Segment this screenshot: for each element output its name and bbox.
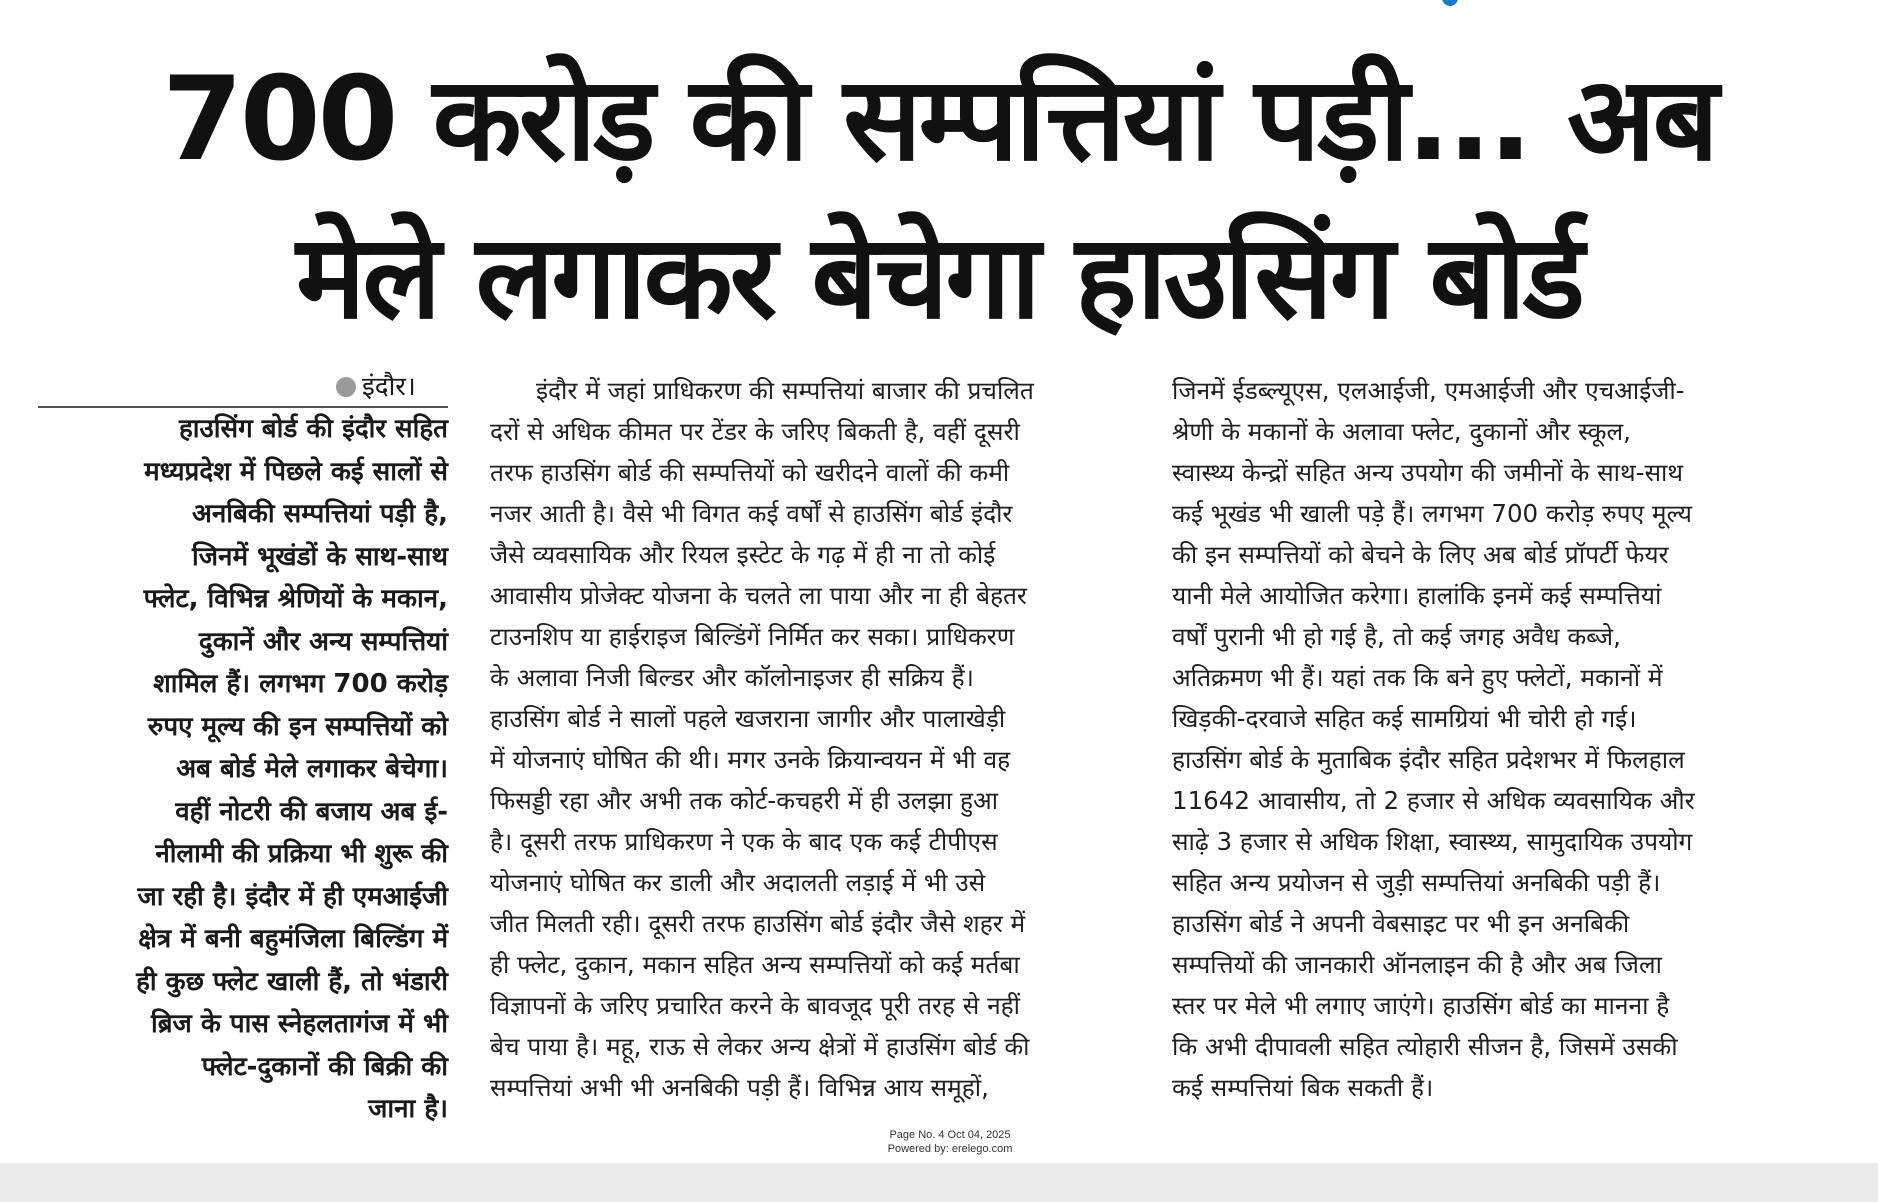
body-line: जीत मिलती रही। दूसरी तरफ हाउसिंग बोर्ड इंदौर जैसे शहर में	[490, 909, 1026, 938]
body-line: फिसड्डी रहा और अभी तक कोर्ट-कचहरी में ही उलझा हुआ	[490, 786, 999, 815]
body-column-2	[1172, 370, 1814, 1108]
intro-line: अनबिकी सम्पत्तियां पड़ी है,	[192, 499, 448, 529]
body-line: नजर आती है। वैसे भी विगत कई वर्षों से हाउसिंग बोर्ड इंदौर	[490, 499, 1013, 528]
page-marker-dot	[1442, 0, 1458, 6]
body-line: वर्षों पुरानी भी हो गई है, तो कई जगह अवैध कब्जे,	[1172, 622, 1621, 651]
intro-line: जाना है।	[368, 1094, 448, 1124]
intro-line: जिनमें भूखंडों के साथ-साथ	[192, 541, 448, 572]
body-line: है। दूसरी तरफ प्राधिकरण ने एक के बाद एक कई टीपीएस	[490, 827, 998, 856]
intro-line: वहीं नोटरी की बजाय अब ई-	[175, 796, 448, 827]
body-line: बेच पाया है। महू, राऊ से लेकर अन्य क्षेत्रों में हाउसिंग बोर्ड की	[490, 1032, 1030, 1061]
intro-line: मध्यप्रदेश में पिछले कई सालों से	[144, 456, 448, 487]
body-line: इंदौर में जहां प्राधिकरण की सम्पत्तियां बाजार की प्रचलित	[536, 376, 1034, 405]
intro-line: ब्रिज के पास स्नेहलतागंज में भी	[150, 1009, 448, 1039]
page-footer	[820, 1128, 1080, 1156]
bullet-icon	[336, 377, 356, 397]
intro-line: जा रही है। इंदौर में ही एमआईजी	[137, 881, 448, 912]
intro-line: शामिल हैं। लगभग 700 करोड़	[153, 669, 448, 699]
intro-line: फ्लेट-दुकानों की बिक्री की	[201, 1051, 448, 1082]
body-line: दरों से अधिक कीमत पर टेंडर के जरिए बिकती है, वहीं दूसरी	[490, 417, 1020, 446]
body-line: की इन सम्पत्तियों को बेचने के लिए अब बोर्ड प्रॉपर्टी फेयर	[1172, 540, 1669, 569]
intro-line: क्षेत्र में बनी बहुमंजिला बिल्डिंग में	[138, 924, 448, 954]
footer-powered-by: Powered by: erelego.com	[887, 1143, 1013, 1155]
body-line: के अलावा निजी बिल्डर और कॉलोनाइजर ही सक्रिय हैं।	[490, 663, 974, 692]
body-line: कई भूखंड भी खाली पड़े हैं। लगभग 700 करोड़ रुपए मूल्य	[1172, 499, 1692, 528]
body-line: स्वास्थ्य केन्द्रों सहित अन्य उपयोग की जमीनों के साथ-साथ	[1172, 458, 1684, 487]
body-line: सम्पत्तियों की जानकारी ऑनलाइन की है और अब जिला	[1172, 950, 1662, 979]
body-line: सहित अन्य प्रयोजन से जुड़ी सम्पत्तियां अनबिकी पड़ी हैं।	[1172, 868, 1661, 897]
intro-line: दुकानें और अन्य सम्पत्तियां	[198, 626, 448, 657]
intro-line: हाउसिंग बोर्ड की इंदौर सहित	[178, 414, 448, 444]
body-line: योजनाएं घोषित कर डाली और अदालती लड़ाई में भी उसे	[490, 868, 986, 897]
headline-line-1: 700 करोड़ की सम्पत्तियां पड़ी... अब	[162, 52, 1716, 187]
dateline-city: इंदौर।	[362, 372, 416, 402]
body-line: श्रेणी के मकानों के अलावा फ्लेट, दुकानों और स्कूल,	[1172, 417, 1631, 446]
body-line: में योजनाएं घोषित की थी। मगर उनके क्रियान्वयन में भी वह	[490, 745, 1011, 774]
body-line: सम्पत्तियां अभी भी अनबिकी पड़ी हैं। विभिन्न आय समूहों,	[490, 1073, 989, 1102]
intro-line: ही कुछ फ्लेट खाली हैं, तो भंडारी	[136, 966, 448, 997]
body-line: साढ़े 3 हजार से अधिक शिक्षा, स्वास्थ्य, सामुदायिक उपयोग	[1172, 827, 1693, 856]
intro-paragraph	[52, 408, 448, 1131]
body-line: ही फ्लेट, दुकान, मकान सहित अन्य सम्पत्तियों को कई मर्तबा	[490, 950, 1020, 979]
body-line: कि अभी दीपावली सहित त्योहारी सीजन है, जिसमें उसकी	[1172, 1032, 1678, 1061]
dateline	[336, 370, 416, 404]
body-line: जैसे व्यवसायिक और रियल इस्टेट के गढ़ में ही ना तो कोई	[490, 540, 996, 569]
body-line: खिड़की-दरवाजे सहित कई सामग्रियां भी चोरी हो गई।	[1172, 704, 1637, 733]
body-line: कई सम्पत्तियां बिक सकती हैं।	[1172, 1073, 1434, 1102]
body-column-1	[490, 370, 1132, 1108]
body-line: स्तर पर मेले भी लगाए जाएंगे। हाउसिंग बोर्ड का मानना है	[1172, 991, 1670, 1020]
body-line: हाउसिंग बोर्ड के मुताबिक इंदौर सहित प्रदेशभर में फिलहाल	[1172, 745, 1685, 774]
body-line: विज्ञापनों के जरिए प्रचारित करने के बावजूद पूरी तरह से नहीं	[490, 991, 1021, 1020]
body-line: यानी मेले आयोजित करेगा। हालांकि इनमें कई सम्पत्तियां	[1172, 581, 1662, 610]
body-line: हाउसिंग बोर्ड ने अपनी वेबसाइट पर भी इन अनबिकी	[1172, 909, 1630, 938]
intro-line: नीलामी की प्रक्रिया भी शुरू की	[155, 839, 448, 869]
footer-page-info: Page No. 4 Oct 04, 2025	[889, 1129, 1011, 1141]
body-line: जिनमें ईडब्ल्यूएस, एलआईजी, एमआईजी और एचआईजी-	[1172, 376, 1685, 405]
body-line: तरफ हाउसिंग बोर्ड की सम्पत्तियों को खरीदने वालों की कमी	[490, 458, 1010, 487]
body-line: हाउसिंग बोर्ड ने सालों पहले खजराना जागीर और पालाखेड़ी	[490, 704, 1006, 733]
body-line: अतिक्रमण भी हैं। यहां तक कि बने हुए फ्लेटों, मकानों में	[1172, 663, 1663, 692]
body-line: आवासीय प्रोजेक्ट योजना के चलते ला पाया और ना ही बेहतर	[490, 581, 1027, 610]
headline-line-2: मेले लगाकर बेचेगा हाउसिंग बोर्ड	[296, 210, 1582, 345]
intro-line: अब बोर्ड मेले लगाकर बेचेगा।	[176, 754, 448, 784]
body-line: टाउनशिप या हाईराइज बिल्डिंगें निर्मित कर सका। प्राधिकरण	[490, 622, 1015, 651]
body-line: 11642 आवासीय, तो 2 हजार से अधिक व्यवसायिक और	[1172, 786, 1695, 815]
intro-line: फ्लेट, विभिन्न श्रेणियों के मकान,	[143, 584, 448, 614]
intro-line: रुपए मूल्य की इन सम्पत्तियों को	[147, 711, 448, 742]
